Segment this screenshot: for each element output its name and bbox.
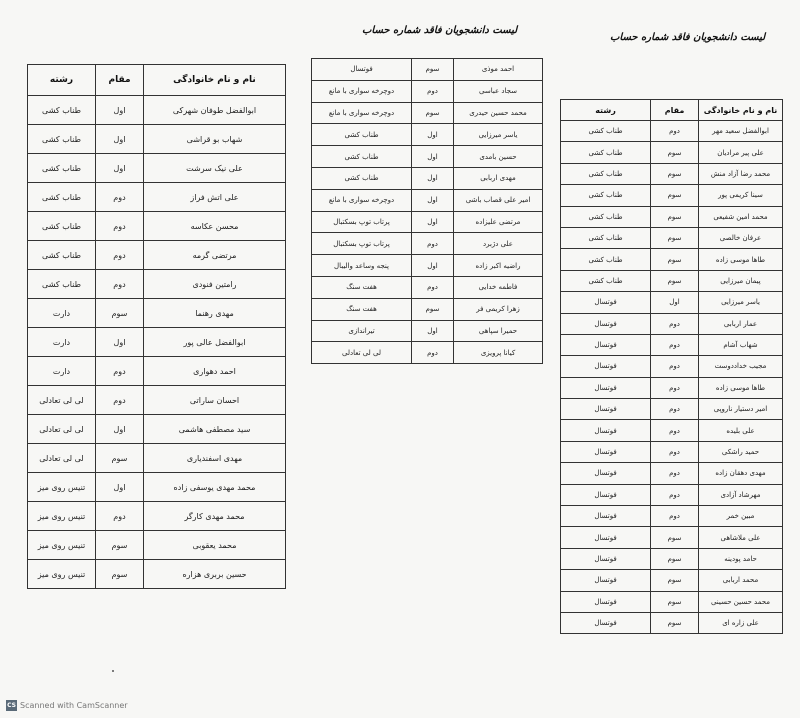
student-name-cell: محمد امین شفیعی <box>699 206 783 227</box>
table-row <box>561 506 783 527</box>
table-row <box>561 591 783 612</box>
rank-cell: سوم <box>96 531 144 560</box>
header-name: نام و نام خانوادگی <box>144 65 286 96</box>
rank-cell: اول <box>96 473 144 502</box>
camscanner-logo-icon: CS <box>7 702 16 709</box>
sport-cell: طناب کشی <box>312 167 412 189</box>
table-header-row <box>561 100 783 121</box>
sport-cell: فوتسال <box>561 548 651 569</box>
rank-cell: دوم <box>96 183 144 212</box>
rank-cell: سوم <box>651 612 699 633</box>
rank-cell: دوم <box>96 270 144 299</box>
rank-cell: دوم <box>651 377 699 398</box>
sport-cell: فوتسال <box>561 506 651 527</box>
student-name-cell: محمد حسین حسینی <box>699 591 783 612</box>
sport-cell: لی لی تعادلی <box>28 415 96 444</box>
sport-cell: دوچرخه سواری با مانع <box>312 189 412 211</box>
sport-cell: پرتاب توپ بسکتبال <box>312 233 412 255</box>
sport-cell: لی لی تعادلی <box>28 386 96 415</box>
table-row <box>28 444 286 473</box>
sport-cell: فوتسال <box>561 484 651 505</box>
sport-cell: دوچرخه سواری با مانع <box>312 102 412 124</box>
rank-cell: سوم <box>412 298 454 320</box>
sport-cell: لی لی تعادلی <box>312 342 412 364</box>
rank-cell: سوم <box>96 444 144 473</box>
student-name-cell: مهدی اربابی <box>454 167 543 189</box>
student-name-cell: مرتضی گرمه <box>144 241 286 270</box>
sport-cell: طناب کشی <box>28 241 96 270</box>
sport-cell: طناب کشی <box>561 142 651 163</box>
rank-cell: دوم <box>651 506 699 527</box>
sport-cell: طناب کشی <box>312 146 412 168</box>
student-name-cell: احسان ساراتی <box>144 386 286 415</box>
rank-cell: اول <box>412 211 454 233</box>
rank-cell: سوم <box>651 527 699 548</box>
sport-cell: طناب کشی <box>28 125 96 154</box>
header-sport: رشته <box>561 100 651 121</box>
student-name-cell: علی زاره ای <box>699 612 783 633</box>
table-row <box>312 233 543 255</box>
rank-cell: اول <box>412 167 454 189</box>
middle-students-table <box>311 58 543 364</box>
sport-cell: دارت <box>28 299 96 328</box>
table-row <box>561 612 783 633</box>
rank-cell: دوم <box>96 357 144 386</box>
table-row <box>561 270 783 291</box>
table-row <box>312 124 543 146</box>
sport-cell: طناب کشی <box>561 270 651 291</box>
table-row <box>561 441 783 462</box>
student-name-cell: حسین بامدی <box>454 146 543 168</box>
student-name-cell: ابوالفضل عالی پور <box>144 328 286 357</box>
student-name-cell: محمد اربابی <box>699 570 783 591</box>
student-name-cell: محمد رضا آزاد منش <box>699 163 783 184</box>
right-list-title: لیست دانشجویان فاقد شماره حساب <box>610 32 766 43</box>
sport-cell: فوتسال <box>561 420 651 441</box>
stray-dot <box>112 670 114 672</box>
table-row <box>28 183 286 212</box>
sport-cell: فوتسال <box>561 377 651 398</box>
student-name-cell: مجیب خداددوست <box>699 356 783 377</box>
rank-cell: دوم <box>651 356 699 377</box>
rank-cell: اول <box>96 125 144 154</box>
sport-cell: دارت <box>28 357 96 386</box>
sport-cell: فوتسال <box>561 334 651 355</box>
rank-cell: اول <box>412 146 454 168</box>
sport-cell: طناب کشی <box>28 212 96 241</box>
rank-cell: سوم <box>651 249 699 270</box>
rank-cell: دوم <box>96 241 144 270</box>
rank-cell: سوم <box>651 185 699 206</box>
sport-cell: فوتسال <box>561 591 651 612</box>
student-name-cell: محمد یعقوبی <box>144 531 286 560</box>
table-row <box>312 298 543 320</box>
sport-cell: طناب کشی <box>561 206 651 227</box>
table-row <box>561 313 783 334</box>
sport-cell: طناب کشی <box>312 124 412 146</box>
table-row <box>561 420 783 441</box>
student-name-cell: مهدی دهقان زاده <box>699 463 783 484</box>
sport-cell: پنجه وساعد والیبال <box>312 255 412 277</box>
student-name-cell: محسن عکاسه <box>144 212 286 241</box>
table-row <box>561 463 783 484</box>
sport-cell: طناب کشی <box>561 185 651 206</box>
student-name-cell: سید مصطفی هاشمی <box>144 415 286 444</box>
sport-cell: فوتسال <box>561 612 651 633</box>
student-name-cell: فاطمه خدایی <box>454 276 543 298</box>
student-name-cell: مبین خمر <box>699 506 783 527</box>
rank-cell: سوم <box>651 548 699 569</box>
rank-cell: سوم <box>651 206 699 227</box>
table-row <box>561 356 783 377</box>
sport-cell: فوتسال <box>561 570 651 591</box>
rank-cell: اول <box>412 320 454 342</box>
sport-cell: فوتسال <box>561 441 651 462</box>
rank-cell: دوم <box>412 233 454 255</box>
rank-cell: سوم <box>651 163 699 184</box>
sport-cell: فوتسال <box>561 399 651 420</box>
student-name-cell: مهدی اسفندیاری <box>144 444 286 473</box>
rank-cell: دوم <box>412 342 454 364</box>
student-name-cell: عمار اربابی <box>699 313 783 334</box>
student-name-cell: ابوالفضل سعید مهر <box>699 121 783 142</box>
rank-cell: سوم <box>96 560 144 589</box>
sport-cell: فوتسال <box>312 59 412 81</box>
table-row <box>28 241 286 270</box>
table-row <box>312 102 543 124</box>
left-students-table <box>27 64 286 589</box>
table-row <box>312 211 543 233</box>
table-row <box>28 386 286 415</box>
student-name-cell: محمد مهدی یوسفی زاده <box>144 473 286 502</box>
header-rank: مقام <box>651 100 699 121</box>
sport-cell: فوتسال <box>561 356 651 377</box>
table-row <box>561 249 783 270</box>
table-row <box>28 560 286 589</box>
sport-cell: طناب کشی <box>28 183 96 212</box>
table-row <box>561 399 783 420</box>
student-name-cell: شهاب بو قراشی <box>144 125 286 154</box>
table-header-row <box>28 65 286 96</box>
rank-cell: سوم <box>96 299 144 328</box>
student-name-cell: علی ملاشاهی <box>699 527 783 548</box>
student-name-cell: احمد موذی <box>454 59 543 81</box>
sport-cell: هفت سنگ <box>312 298 412 320</box>
rank-cell: اول <box>96 328 144 357</box>
rank-cell: سوم <box>651 570 699 591</box>
student-name-cell: علی پیر مرادیان <box>699 142 783 163</box>
table-row <box>28 96 286 125</box>
sport-cell: طناب کشی <box>28 270 96 299</box>
table-row <box>312 146 543 168</box>
sport-cell: پرتاب توپ بسکتبال <box>312 211 412 233</box>
table-row <box>312 80 543 102</box>
student-name-cell: کیانا پرویزی <box>454 342 543 364</box>
table-row <box>28 502 286 531</box>
student-name-cell: مهدی رهنما <box>144 299 286 328</box>
student-name-cell: حسین بربری هزاره <box>144 560 286 589</box>
student-name-cell: حمیرا سپاهی <box>454 320 543 342</box>
rank-cell: سوم <box>651 227 699 248</box>
rank-cell: دوم <box>651 441 699 462</box>
table-row <box>561 206 783 227</box>
table-row <box>561 163 783 184</box>
student-name-cell: حامد پودینه <box>699 548 783 569</box>
right-students-table <box>560 99 783 634</box>
sport-cell: لی لی تعادلی <box>28 444 96 473</box>
table-row <box>312 320 543 342</box>
table-row <box>561 527 783 548</box>
table-row <box>312 276 543 298</box>
table-row <box>312 342 543 364</box>
table-row <box>561 548 783 569</box>
table-row <box>561 227 783 248</box>
rank-cell: دوم <box>651 334 699 355</box>
sport-cell: طناب کشی <box>561 121 651 142</box>
sport-cell: دارت <box>28 328 96 357</box>
rank-cell: اول <box>96 415 144 444</box>
student-name-cell: یاسر میرزایی <box>454 124 543 146</box>
table-row <box>28 328 286 357</box>
table-row <box>561 142 783 163</box>
student-name-cell: احمد دهواری <box>144 357 286 386</box>
table-row <box>561 377 783 398</box>
table-row <box>28 531 286 560</box>
sport-cell: فوتسال <box>561 313 651 334</box>
student-name-cell: شهاب آشام <box>699 334 783 355</box>
student-name-cell: علی اتش فراز <box>144 183 286 212</box>
table-row <box>28 473 286 502</box>
table-row <box>28 415 286 444</box>
table-row <box>312 167 543 189</box>
student-name-cell: طاها موسی زاده <box>699 249 783 270</box>
student-name-cell: سینا کریمی پور <box>699 185 783 206</box>
student-name-cell: مهرشاد آزادی <box>699 484 783 505</box>
student-name-cell: حمید راشکی <box>699 441 783 462</box>
rank-cell: سوم <box>412 102 454 124</box>
watermark-text: Scanned with CamScanner <box>20 701 128 710</box>
sport-cell: طناب کشی <box>561 227 651 248</box>
student-name-cell: مرتضی علیزاده <box>454 211 543 233</box>
header-name: نام و نام خانوادگی <box>699 100 783 121</box>
sport-cell: تنیس روی میز <box>28 531 96 560</box>
rank-cell: اول <box>412 255 454 277</box>
table-row <box>28 154 286 183</box>
rank-cell: دوم <box>412 276 454 298</box>
rank-cell: دوم <box>96 502 144 531</box>
table-row <box>561 185 783 206</box>
table-row <box>312 59 543 81</box>
table-row <box>561 570 783 591</box>
student-name-cell: محمد حسین حیدری <box>454 102 543 124</box>
table-row <box>561 292 783 313</box>
student-name-cell: محمد مهدی کارگر <box>144 502 286 531</box>
student-name-cell: علی نیک سرشت <box>144 154 286 183</box>
sport-cell: دوچرخه سواری با مانع <box>312 80 412 102</box>
table-row <box>28 125 286 154</box>
sport-cell: طناب کشی <box>28 154 96 183</box>
scanner-watermark <box>6 700 128 711</box>
rank-cell: دوم <box>412 80 454 102</box>
sport-cell: طناب کشی <box>561 249 651 270</box>
student-name-cell: یاسر میرزایی <box>699 292 783 313</box>
student-name-cell: راضیه اکبر زاده <box>454 255 543 277</box>
student-name-cell: ابوالفضل طوفان شهرکی <box>144 96 286 125</box>
header-rank: مقام <box>96 65 144 96</box>
sport-cell: طناب کشی <box>561 163 651 184</box>
rank-cell: دوم <box>651 313 699 334</box>
table-row <box>28 357 286 386</box>
rank-cell: اول <box>96 154 144 183</box>
rank-cell: اول <box>412 124 454 146</box>
sport-cell: فوتسال <box>561 463 651 484</box>
student-name-cell: سجاد عباسی <box>454 80 543 102</box>
student-name-cell: زهرا کریمی فر <box>454 298 543 320</box>
rank-cell: سوم <box>412 59 454 81</box>
table-row <box>561 334 783 355</box>
student-name-cell: طاها موسی زاده <box>699 377 783 398</box>
rank-cell: سوم <box>651 591 699 612</box>
sport-cell: تنیس روی میز <box>28 473 96 502</box>
rank-cell: دوم <box>651 484 699 505</box>
student-name-cell: پیمان میرزایی <box>699 270 783 291</box>
rank-cell: اول <box>412 189 454 211</box>
student-name-cell: امیر دستیار ناروپی <box>699 399 783 420</box>
header-sport: رشته <box>28 65 96 96</box>
sport-cell: فوتسال <box>561 292 651 313</box>
table-row <box>561 121 783 142</box>
rank-cell: دوم <box>651 399 699 420</box>
table-row <box>312 255 543 277</box>
rank-cell: دوم <box>651 420 699 441</box>
table-row <box>28 270 286 299</box>
sport-cell: طناب کشی <box>28 96 96 125</box>
sport-cell: تنیس روی میز <box>28 502 96 531</box>
sport-cell: هفت سنگ <box>312 276 412 298</box>
rank-cell: دوم <box>651 121 699 142</box>
rank-cell: دوم <box>96 212 144 241</box>
table-row <box>28 299 286 328</box>
rank-cell: دوم <box>96 386 144 415</box>
middle-list-title: لیست دانشجویان فاقد شماره حساب <box>362 25 518 36</box>
student-name-cell: علی دژبرد <box>454 233 543 255</box>
rank-cell: اول <box>651 292 699 313</box>
student-name-cell: عرفان خالصی <box>699 227 783 248</box>
rank-cell: سوم <box>651 270 699 291</box>
rank-cell: اول <box>96 96 144 125</box>
sport-cell: تیراندازی <box>312 320 412 342</box>
sport-cell: فوتسال <box>561 527 651 548</box>
rank-cell: سوم <box>651 142 699 163</box>
table-row <box>561 484 783 505</box>
sport-cell: تنیس روی میز <box>28 560 96 589</box>
rank-cell: دوم <box>651 463 699 484</box>
table-row <box>28 212 286 241</box>
student-name-cell: رامتین فنودی <box>144 270 286 299</box>
student-name-cell: امیر علی قصاب باشی <box>454 189 543 211</box>
table-row <box>312 189 543 211</box>
student-name-cell: علی بلیده <box>699 420 783 441</box>
